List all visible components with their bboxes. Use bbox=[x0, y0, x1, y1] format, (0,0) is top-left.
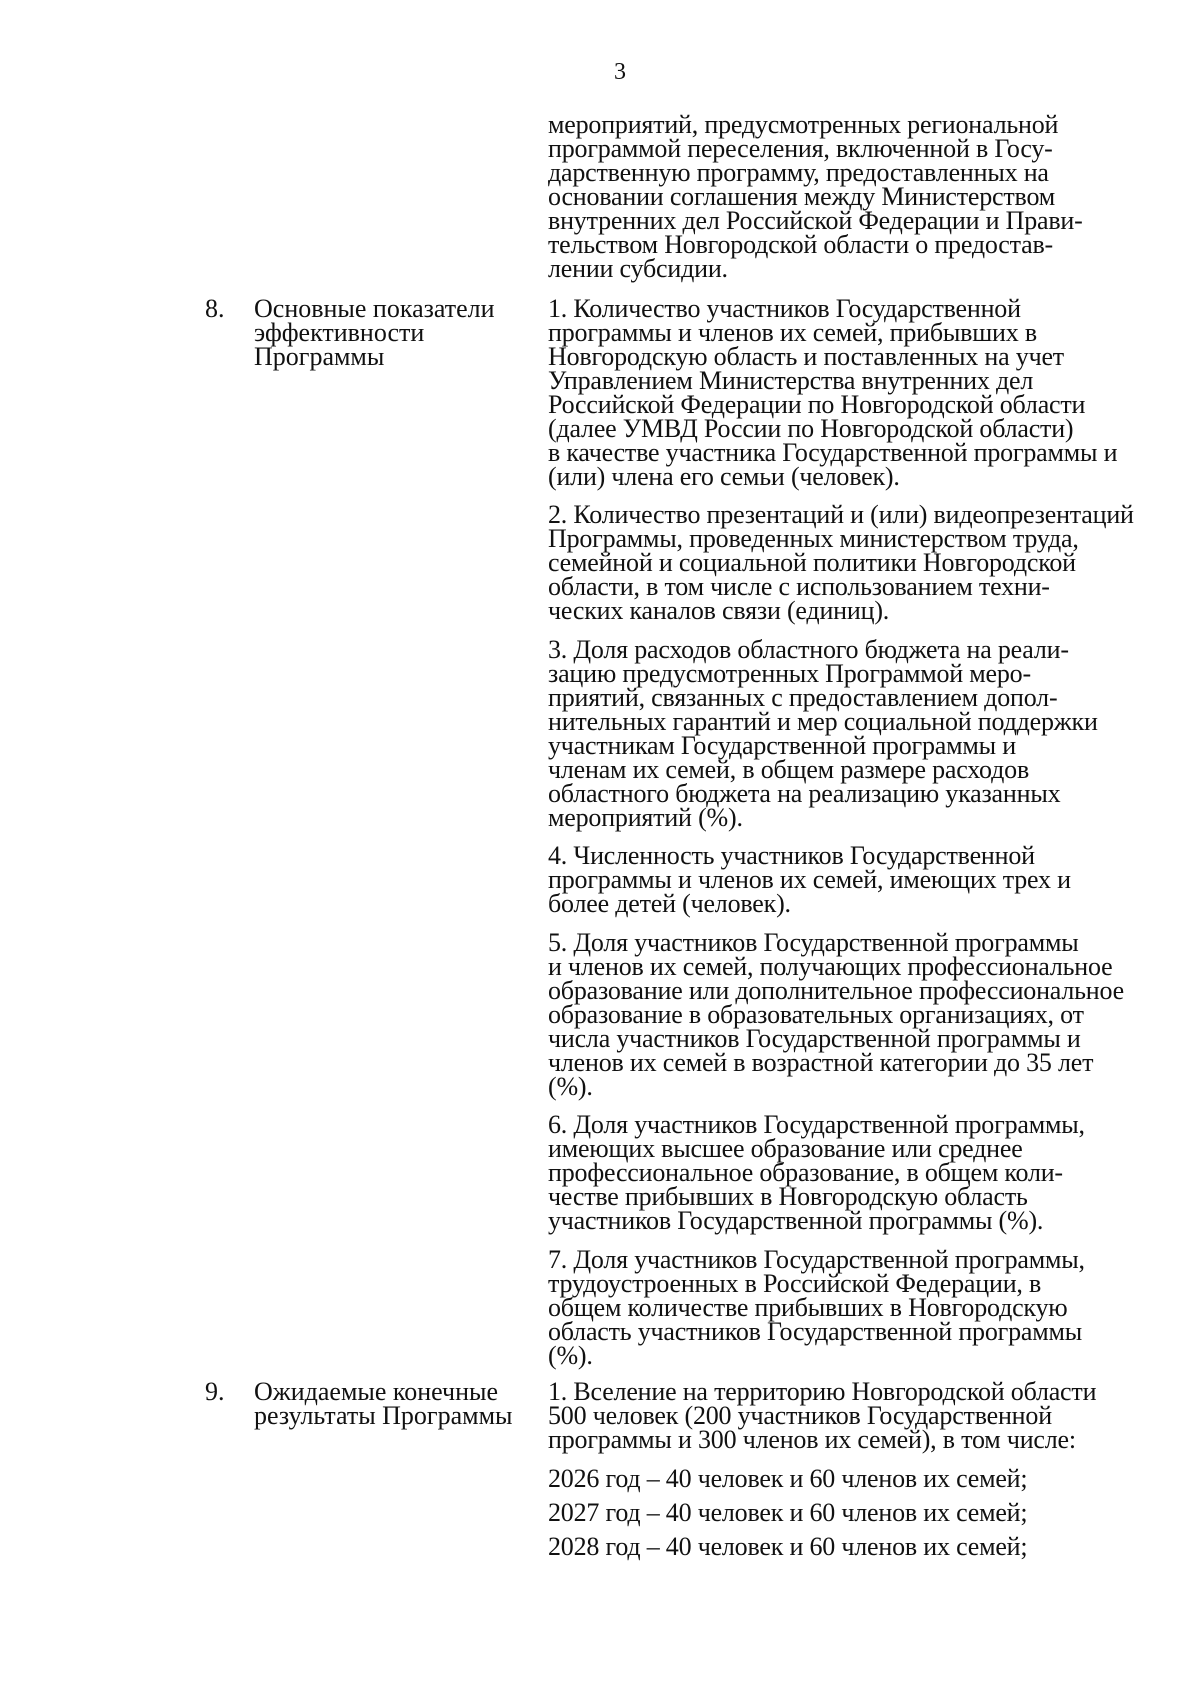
indicator-paragraph bbox=[548, 928, 1148, 1101]
row-label bbox=[254, 294, 544, 371]
label-line: Основные показатели bbox=[254, 294, 495, 323]
text-line: членов их семей в возрастной категории до 35 лет bbox=[548, 1048, 1094, 1077]
text-line: программы и членов их семей, прибывших в bbox=[548, 318, 1037, 347]
result-paragraph bbox=[548, 1464, 1148, 1493]
label-line: Ожидаемые конечные bbox=[254, 1377, 499, 1406]
text-line: 2028 год – 40 человек и 60 членов их семей; bbox=[548, 1532, 1028, 1561]
text-line: дарственную программу, предоставленных на bbox=[548, 158, 1049, 187]
text-line: членам их семей, в общем размере расходов bbox=[548, 755, 1030, 784]
indicator-paragraph bbox=[548, 635, 1148, 832]
text-line: 2. Количество презентаций и (или) видеопрезентаций bbox=[548, 500, 1134, 529]
text-line: области, в том числе с использованием техни- bbox=[548, 572, 1050, 601]
text-line: участников Государственной программы (%). bbox=[548, 1206, 1044, 1235]
indicator-6 bbox=[548, 1110, 1148, 1235]
result-1 bbox=[548, 1377, 1148, 1454]
text-line: область участников Государственной программы bbox=[548, 1317, 1083, 1346]
text-line: участникам Государственной программы и bbox=[548, 731, 1016, 760]
text-line: более детей (человек). bbox=[548, 889, 791, 918]
text-line: тельством Новгородской области о предостав- bbox=[548, 230, 1054, 259]
label-line: Программы bbox=[254, 342, 385, 371]
indicator-3 bbox=[548, 635, 1148, 832]
text-line: 500 человек (200 участников Государственной bbox=[548, 1401, 1052, 1430]
indicator-5 bbox=[548, 928, 1148, 1101]
text-line: лении субсидии. bbox=[548, 254, 728, 283]
text-line: профессиональное образование, в общем коли- bbox=[548, 1158, 1063, 1187]
indicator-4 bbox=[548, 841, 1148, 918]
text-line: числа участников Государственной программы и bbox=[548, 1024, 1081, 1053]
text-line: Российской Федерации по Новгородской области bbox=[548, 390, 1086, 419]
text-line: честве прибывших в Новгородскую область bbox=[548, 1182, 1028, 1211]
text-line: образование в образовательных организациях, от bbox=[548, 1000, 1084, 1029]
text-line: общем количестве прибывших в Новгородскую bbox=[548, 1293, 1068, 1322]
label-line: эффективности bbox=[254, 318, 425, 347]
text-line: 5. Доля участников Государственной программы bbox=[548, 928, 1079, 957]
indicator-paragraph bbox=[548, 1245, 1148, 1370]
text-line: мероприятий, предусмотренных региональной bbox=[548, 110, 1059, 139]
row-number: 8. bbox=[205, 294, 225, 323]
result-paragraph bbox=[548, 1498, 1148, 1527]
continuation-paragraph bbox=[548, 110, 1148, 283]
text-line: 3. Доля расходов областного бюджета на реали- bbox=[548, 635, 1069, 664]
text-line: (или) члена его семьи (человек). bbox=[548, 462, 900, 491]
indicator-paragraph bbox=[548, 294, 1148, 491]
text-line: нительных гарантий и мер социальной поддержки bbox=[548, 707, 1098, 736]
indicator-1 bbox=[548, 294, 1148, 491]
text-line: (%). bbox=[548, 1341, 593, 1370]
text-line: программы и 300 членов их семей), в том числе: bbox=[548, 1425, 1076, 1454]
text-line: 4. Численность участников Государственной bbox=[548, 841, 1035, 870]
indicator-2 bbox=[548, 500, 1148, 625]
text-line: Программы, проведенных министерством труда, bbox=[548, 524, 1079, 553]
text-line: (далее УМВД России по Новгородской области) bbox=[548, 414, 1074, 443]
indicator-paragraph bbox=[548, 1110, 1148, 1235]
text-line: зацию предусмотренных Программой меро- bbox=[548, 659, 1031, 688]
result-paragraph bbox=[548, 1377, 1148, 1454]
result-year-2027 bbox=[548, 1498, 1148, 1527]
text-line: программы и членов их семей, имеющих трех и bbox=[548, 865, 1071, 894]
indicator-7 bbox=[548, 1245, 1148, 1370]
text-line: семейной и социальной политики Новгородской bbox=[548, 548, 1076, 577]
text-line: 2026 год – 40 человек и 60 членов их семей; bbox=[548, 1464, 1028, 1493]
text-line: и членов их семей, получающих профессиональное bbox=[548, 952, 1113, 981]
label-line: результаты Программы bbox=[254, 1401, 513, 1430]
text-line: в качестве участника Государственной программы и bbox=[548, 438, 1118, 467]
result-paragraph bbox=[548, 1532, 1148, 1561]
text-line: ческих каналов связи (единиц). bbox=[548, 596, 890, 625]
row-label bbox=[254, 1377, 544, 1430]
text-line: мероприятий (%). bbox=[548, 803, 743, 832]
text-line: 2027 год – 40 человек и 60 членов их семей; bbox=[548, 1498, 1028, 1527]
result-year-2028 bbox=[548, 1532, 1148, 1561]
continuation-text bbox=[548, 110, 1148, 283]
text-line: образование или дополнительное профессиональное bbox=[548, 976, 1124, 1005]
text-line: 1. Количество участников Государственной bbox=[548, 294, 1021, 323]
text-line: внутренних дел Российской Федерации и Прави- bbox=[548, 206, 1083, 235]
text-line: Управлением Министерства внутренних дел bbox=[548, 366, 1034, 395]
text-line: программой переселения, включенной в Госу- bbox=[548, 134, 1053, 163]
indicator-paragraph bbox=[548, 841, 1148, 918]
text-line: 6. Доля участников Государственной программы, bbox=[548, 1110, 1085, 1139]
text-line: Новгородскую область и поставленных на учет bbox=[548, 342, 1064, 371]
result-year-2026 bbox=[548, 1464, 1148, 1493]
text-line: приятий, связанных с предоставлением допол- bbox=[548, 683, 1058, 712]
text-line: 1. Вселение на территорию Новгородской области bbox=[548, 1377, 1097, 1406]
indicator-paragraph bbox=[548, 500, 1148, 625]
text-line: трудоустроенных в Российской Федерации, в bbox=[548, 1269, 1042, 1298]
text-line: имеющих высшее образование или среднее bbox=[548, 1134, 1023, 1163]
text-line: областного бюджета на реализацию указанных bbox=[548, 779, 1061, 808]
text-line: (%). bbox=[548, 1072, 593, 1101]
text-line: 7. Доля участников Государственной программы, bbox=[548, 1245, 1085, 1274]
page-number: 3 bbox=[614, 59, 626, 85]
text-line: основании соглашения между Министерством bbox=[548, 182, 1056, 211]
row-number: 9. bbox=[205, 1377, 225, 1406]
